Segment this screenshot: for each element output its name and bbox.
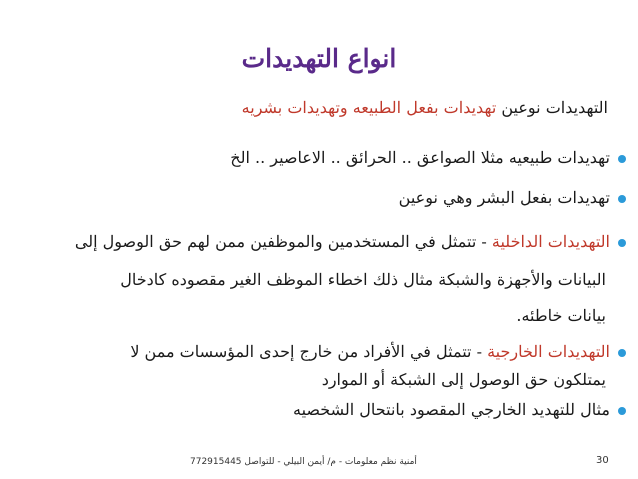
bullet-highlight: التهديدات الخارجية xyxy=(487,342,610,361)
bullet-item xyxy=(399,188,626,207)
bullet-highlight: التهديدات الداخلية xyxy=(491,232,610,251)
bullet-text: مثال للتهديد الخارجي المقصود بانتحال الشخصيه xyxy=(293,400,610,419)
intro-line xyxy=(242,98,608,117)
bullet-text: تهديدات طبيعيه مثلا الصواعق .. الحرائق .. الاعاصير .. الخ xyxy=(230,148,610,167)
bullet-item xyxy=(75,232,626,251)
bullet-continuation: البيانات والأجهزة والشبكة مثال ذلك اخطاء الموظف الغير مقصوده كادخال xyxy=(120,270,606,289)
bullet-item xyxy=(230,148,626,167)
bullet-text: - تتمثل في المستخدمين والموظفين ممن لهم حق الوصول إلى xyxy=(74,232,492,251)
intro-highlight: تهديدات بفعل الطبيعه وتهديدات بشريه xyxy=(241,98,497,117)
bullet-dot-icon xyxy=(618,349,626,357)
bullet-item xyxy=(293,400,626,419)
slide-title: انواع التهديدات xyxy=(241,44,397,73)
bullet-dot-icon xyxy=(618,239,626,247)
bullet-text: تهديدات بفعل البشر وهي نوعين xyxy=(398,188,610,207)
bullet-continuation: يمتلكون حق الوصول إلى الشبكة أو الموارد xyxy=(321,370,606,389)
bullet-dot-icon xyxy=(618,155,626,163)
page-number: 30 xyxy=(596,455,609,466)
intro-label: التهديدات نوعين xyxy=(501,98,608,117)
bullet-text: - تتمثل في الأفراد من خارج إحدى المؤسسات ممن لا xyxy=(130,342,488,361)
bullet-dot-icon xyxy=(618,407,626,415)
slide-footer: أمنية نظم معلومات - م/ أيمن البيلي - للتواصل 772915445 xyxy=(190,457,417,467)
bullet-item xyxy=(130,342,626,361)
bullet-dot-icon xyxy=(618,195,626,203)
bullet-continuation: بيانات خاطئه. xyxy=(516,306,606,325)
